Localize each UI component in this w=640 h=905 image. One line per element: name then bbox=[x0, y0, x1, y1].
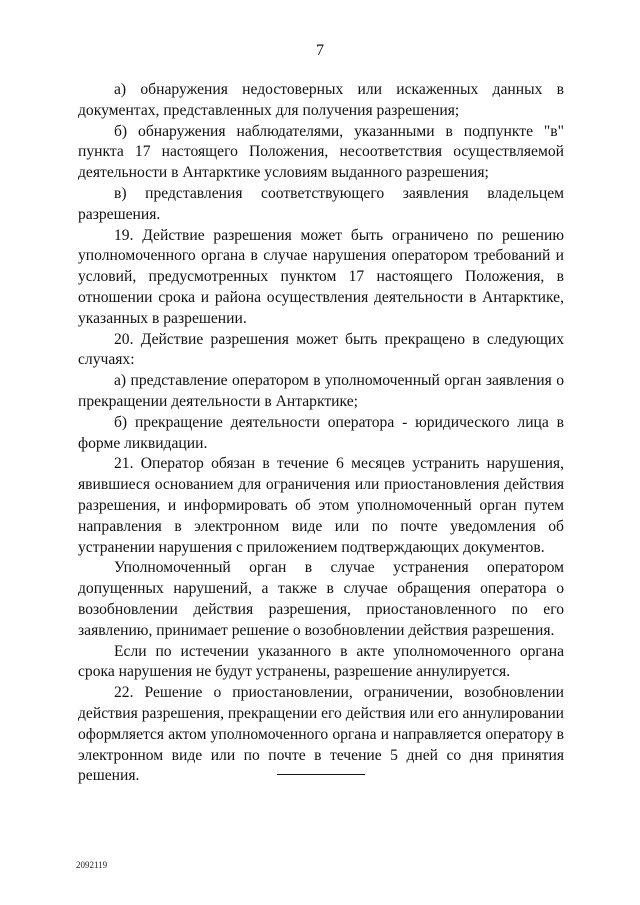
paragraph-20b: б) прекращение деятельности оператора - юридического лица в форме ликвидации. bbox=[78, 413, 564, 452]
paragraph-20-termination: 20. Действие разрешения может быть прекращено в следующих случаях: bbox=[78, 330, 564, 369]
paragraph-21-obligation: 21. Оператор обязан в течение 6 месяцев устранить нарушения, явившиеся основанием для ограничения или приостановления действия разрешения, и информировать об этом уполномоченный орган путем направления в электронном виде или по почте уведомления об устранении нарушения с приложением подтверждающих документов. bbox=[78, 455, 564, 556]
paragraph-19-restriction: 19. Действие разрешения может быть ограничено по решению уполномоченного органа в случае нарушения оператором требований и условий, предусмотренных пунктом 17 настоящего Положения, в отношении срока и района осуществления деятельности в Антарктике, указанных в разрешении. bbox=[78, 226, 564, 327]
paragraph-a-false-data: а) обнаружения недостоверных или искаженных данных в документах, представленных для получения разрешения; bbox=[78, 81, 564, 119]
paragraph-b-observers: б) обнаружения наблюдателями, указанными в подпункте "в" пункта 17 настоящего Положения, несоответствия осуществляемой деятельности в Антарктике условиям выданного разрешения; bbox=[78, 122, 564, 182]
paragraph-21-annulment: Если по истечении указанного в акте уполномоченного органа срока нарушения не будут устранены, разрешение аннулируется. bbox=[78, 642, 564, 681]
paragraph-22-decision: 22. Решение о приостановлении, ограничении, возобновлении действия разрешения, прекращении его действия или его аннулировании оформляется актом уполномоченного органа и направляется оператору в электронном виде или по почте в течение 5 дней со дня принятия решения. bbox=[78, 684, 565, 785]
paragraph-v-owner-statement: в) представления соответствующего заявления владельцем разрешения. bbox=[78, 184, 564, 223]
page-number: 7 bbox=[316, 42, 324, 59]
end-divider bbox=[277, 774, 365, 775]
paragraph-21-resumption: Уполномоченный орган в случае устранения оператором допущенных нарушений, а также в случае обращения оператора о возобновлении действия разрешения, приостановленного по его заявлению, принимает решение о возобновлении действия разрешения. bbox=[78, 559, 564, 639]
document-body bbox=[78, 80, 564, 787]
document-code: 2092119 bbox=[76, 860, 108, 870]
paragraph-20a: а) представление оператором в уполномоченный орган заявления о прекращении деятельности в Антарктике; bbox=[78, 372, 564, 410]
